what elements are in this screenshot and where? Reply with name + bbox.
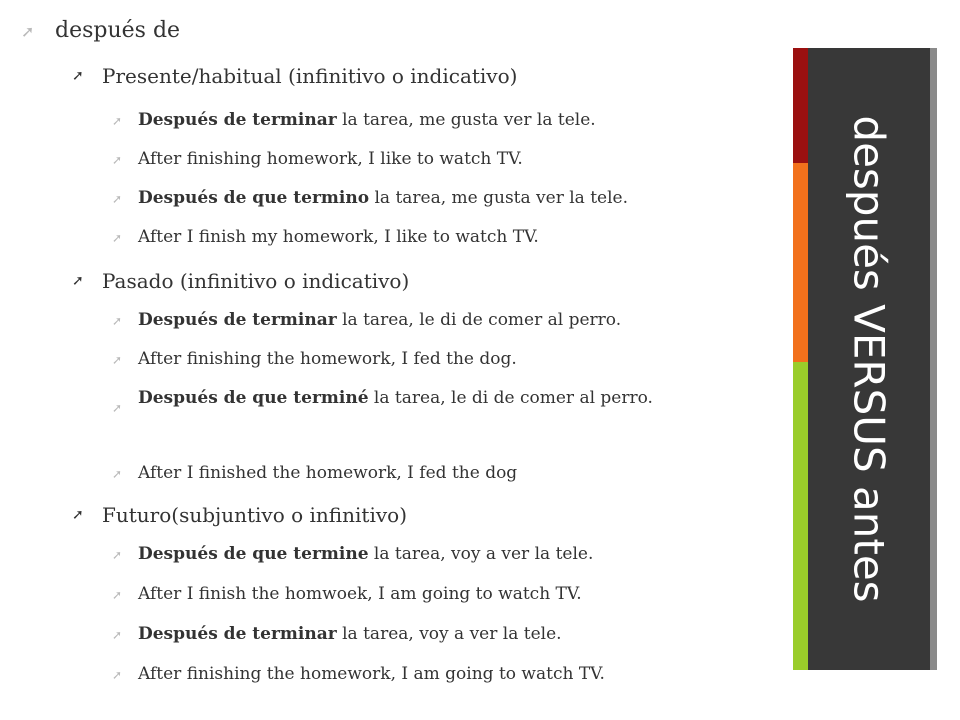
section-past — [72, 269, 410, 293]
bold-phrase: Después de que termino — [138, 188, 370, 208]
arrow-icon: ➚ — [112, 588, 123, 602]
item-text: After I finish my homework, I like to watch TV. — [138, 227, 539, 247]
arrow-icon: ➚ — [21, 22, 35, 41]
section-label: Presente/habitual (infinitivo o indicativo) — [102, 64, 518, 88]
arrow-icon: ➚ — [112, 401, 123, 415]
list-item — [112, 310, 622, 330]
accent-stripe-red — [793, 48, 808, 163]
item-text: After finishing the homework, I am going to watch TV. — [138, 664, 605, 684]
list-item — [112, 149, 523, 169]
item-text: After I finish the homwoek, I am going to watch TV. — [138, 584, 582, 604]
arrow-icon: ➚ — [72, 273, 84, 289]
list-item — [112, 227, 539, 247]
arrow-icon: ➚ — [112, 314, 123, 328]
item-text: la tarea, voy a ver la tele. — [336, 624, 562, 644]
arrow-icon: ➚ — [112, 153, 123, 167]
list-item — [112, 349, 517, 369]
section-label: Futuro(subjuntivo o infinitivo) — [102, 503, 407, 527]
arrow-icon: ➚ — [72, 68, 84, 84]
list-item — [112, 584, 582, 604]
item-text: la tarea, me gusta ver la tele. — [369, 188, 629, 208]
item-text: la tarea, voy a ver la tele. — [368, 544, 594, 564]
accent-stripe-orange — [793, 163, 808, 362]
section-future — [72, 503, 407, 527]
slide-title — [808, 48, 930, 670]
list-item — [112, 463, 518, 483]
arrow-icon: ➚ — [112, 192, 123, 206]
list-item — [112, 188, 629, 208]
list-item — [112, 110, 596, 130]
item-text: After I finished the homework, I fed the dog — [138, 463, 518, 483]
bold-phrase: Después de que termine — [138, 544, 369, 564]
bold-phrase: Después de que terminé — [138, 388, 369, 408]
section-label: Pasado (infinitivo o indicativo) — [102, 269, 410, 293]
outline-heading — [21, 18, 181, 43]
item-text: la tarea, le di de comer al perro. — [336, 310, 622, 330]
arrow-icon: ➚ — [112, 668, 123, 682]
bold-phrase: Después de terminar — [138, 110, 337, 130]
list-item — [112, 544, 594, 564]
arrow-icon: ➚ — [72, 507, 84, 523]
item-text: After finishing homework, I like to watch TV. — [138, 149, 523, 169]
arrow-icon: ➚ — [112, 353, 123, 367]
arrow-icon: ➚ — [112, 231, 123, 245]
arrow-icon: ➚ — [112, 548, 123, 562]
accent-stripe-green — [793, 362, 808, 670]
arrow-icon: ➚ — [112, 114, 123, 128]
sidebar-shadow — [930, 48, 937, 670]
item-text: la tarea, me gusta ver la tele. — [336, 110, 596, 130]
list-item — [112, 382, 768, 415]
item-text: After finishing the homework, I fed the dog. — [138, 349, 517, 369]
heading-text: después de — [55, 18, 181, 43]
section-present — [72, 64, 518, 88]
bold-phrase: Después de terminar — [138, 310, 337, 330]
list-item — [112, 624, 562, 644]
list-item — [112, 664, 605, 684]
item-text: la tarea, le di de comer al perro. — [368, 388, 653, 408]
bold-phrase: Después de terminar — [138, 624, 337, 644]
arrow-icon: ➚ — [112, 467, 123, 481]
arrow-icon: ➚ — [112, 628, 123, 642]
slide-title-text: después VERSUS antes — [844, 115, 894, 603]
title-sidebar — [808, 48, 930, 670]
